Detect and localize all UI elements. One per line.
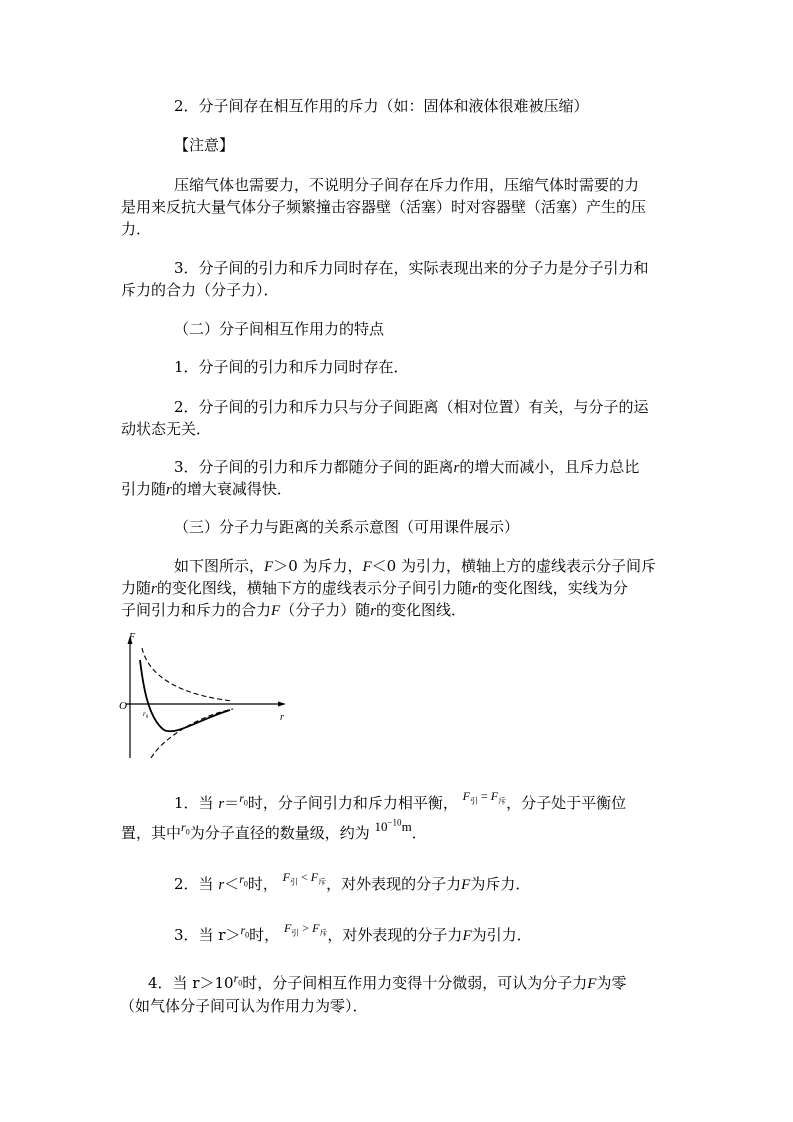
F-symbol: F xyxy=(490,789,499,803)
text-segment: 2．当 xyxy=(174,875,214,893)
less-than-sign: < xyxy=(301,870,308,884)
unit-meter: m xyxy=(401,819,412,834)
text-segment: ＜ xyxy=(224,875,240,893)
F-symbol: F xyxy=(462,789,470,803)
text-segment: 4．当 r＞10 xyxy=(148,974,234,992)
text-segment: 3．分子间的引力和斥力都随分子间的距离 xyxy=(174,458,454,476)
symbol-F: F xyxy=(461,877,471,893)
symbol-F: F xyxy=(264,559,274,575)
text-segment: ＜0 为引力，横轴上方的虚线表示分子间斥 xyxy=(371,557,656,575)
symbol-r: r xyxy=(151,581,157,597)
symbol-r: r xyxy=(218,877,225,893)
r0-base: r xyxy=(240,923,246,937)
r0-symbol xyxy=(239,872,248,889)
attraction-subscript: 引 xyxy=(470,796,478,806)
base-ten: 10 xyxy=(374,819,388,834)
text-segment: ，对外表现的分子力 xyxy=(326,875,462,893)
text-segment: ，分子处于平衡位 xyxy=(506,794,627,812)
r0-symbol xyxy=(239,791,248,808)
paragraph-coexist-line-1: 3．分子间的引力和斥力同时存在，实际表现出来的分子力是分子引力和 xyxy=(174,259,649,277)
attraction-subscript: 引 xyxy=(290,877,298,887)
r0-subscript: 0 xyxy=(145,715,149,720)
text-segment: 置，其中 xyxy=(121,824,182,842)
text-segment: 的变化图线，实线为分 xyxy=(477,579,628,597)
characteristic-2-line-2: 动状态无关． xyxy=(121,420,212,438)
note-heading: 【注意】 xyxy=(174,136,235,154)
paragraph-repulsion: 2．分子间存在相互作用的斥力（如：固体和液体很难被压缩） xyxy=(174,97,589,115)
note-text-line-3: 力． xyxy=(121,220,152,238)
inequality-formula xyxy=(283,921,328,938)
section-heading-diagram: （三）分子力与距离的关系示意图（可用课件展示） xyxy=(174,518,520,536)
repulsion-subscript: 斥 xyxy=(318,877,327,887)
r0-symbol xyxy=(181,820,190,837)
magnitude-formula xyxy=(374,819,411,834)
attraction-curve xyxy=(151,709,233,758)
paragraph-coexist-line-2: 斥力的合力（分子力）． xyxy=(121,281,279,299)
text-segment: 时， xyxy=(247,875,278,893)
symbol-r: r xyxy=(218,796,225,812)
section-heading-characteristics: （二）分子间相互作用力的特点 xyxy=(174,320,385,338)
y-axis-label: F xyxy=(129,632,136,643)
symbol-r: r xyxy=(453,460,460,476)
figure-description-line-3 xyxy=(121,599,466,622)
r0-base: r xyxy=(143,710,146,718)
r0-base: r xyxy=(233,971,239,985)
figure-description-line-2 xyxy=(121,577,628,600)
r0-subscript: 0 xyxy=(238,978,243,988)
characteristic-3-line-1 xyxy=(174,456,639,479)
symbol-r: r xyxy=(166,482,172,498)
text-segment: 的变化图线，横轴下方的虚线表示分子间引力随 xyxy=(156,579,472,597)
text-segment: 1．当 xyxy=(174,794,214,812)
text-segment: ＞0 为斥力， xyxy=(273,557,363,575)
case-4-line-1 xyxy=(148,972,626,995)
text-segment: 为零 xyxy=(596,974,627,992)
r0-subscript: 0 xyxy=(243,879,248,889)
r0-base: r xyxy=(181,820,186,834)
text-segment: 力随 xyxy=(121,579,152,597)
repulsion-subscript: 斥 xyxy=(319,928,328,938)
r0-subscript: 0 xyxy=(245,930,250,940)
characteristic-2-line-1: 2．分子间的引力和斥力只与分子间距离（相对位置）有关，与分子的运 xyxy=(174,398,649,416)
case-2 xyxy=(174,870,531,896)
repulsion-subscript: 斥 xyxy=(498,796,507,806)
F-symbol: F xyxy=(283,921,292,935)
symbol-r: r xyxy=(370,603,377,619)
net-force-curve xyxy=(140,660,230,731)
symbol-F: F xyxy=(462,928,472,944)
attraction-subscript: 引 xyxy=(291,928,300,938)
origin-label: O xyxy=(119,700,127,712)
F-symbol: F xyxy=(310,870,319,884)
F-symbol: F xyxy=(312,921,320,935)
case-1-line-2 xyxy=(121,817,427,845)
exponent: −10 xyxy=(387,817,402,828)
text-segment: ，对外表现的分子力 xyxy=(327,926,463,944)
text-segment: 3．当 r＞ xyxy=(174,926,241,944)
case-3 xyxy=(174,921,532,947)
text-segment: ． xyxy=(411,824,427,842)
r0-label xyxy=(143,710,149,720)
symbol-F: F xyxy=(587,976,597,992)
force-distance-diagram xyxy=(118,630,293,765)
r0-base: r xyxy=(239,872,244,886)
symbol-F: F xyxy=(271,603,281,619)
symbol-F: F xyxy=(362,559,372,575)
r0-symbol xyxy=(233,971,243,988)
note-text-line-1: 压缩气体也需要力，不说明分子间存在斥力作用，压缩气体时需要的力 xyxy=(174,176,640,194)
inequality-formula xyxy=(282,870,327,887)
F-symbol: F xyxy=(282,870,290,884)
text-segment: 时，分子间引力和斥力相平衡， xyxy=(247,794,458,812)
text-segment: 为斥力． xyxy=(470,875,531,893)
text-segment: 如下图所示， xyxy=(174,557,265,575)
r0-subscript: 0 xyxy=(243,798,248,808)
x-axis-label: r xyxy=(280,712,284,723)
text-segment: 的增大衰减得快． xyxy=(171,480,292,498)
text-segment: 的变化图线． xyxy=(376,601,467,619)
text-segment: （分子力）随 xyxy=(280,601,371,619)
text-segment: ＝ xyxy=(224,794,240,812)
r0-symbol xyxy=(240,923,250,940)
case-4-line-2: （如气体分子间可认为作用力为零）． xyxy=(120,997,368,1015)
symbol-r: r xyxy=(471,581,478,597)
equilibrium-formula xyxy=(462,789,507,806)
x-axis-arrow xyxy=(278,702,286,707)
greater-than-sign: > xyxy=(302,921,310,935)
text-segment: 时， xyxy=(249,926,280,944)
text-segment: 引力随 xyxy=(121,480,167,498)
note-text-line-2: 是用来反抗大量气体分子频繁撞击容器壁（活塞）时对容器壁（活塞）产生的压 xyxy=(121,198,647,216)
equals-sign: = xyxy=(481,789,488,803)
figure-description-line-1 xyxy=(174,555,656,578)
text-segment: 的增大而减小，且斥力总比 xyxy=(459,458,640,476)
characteristic-1: 1．分子间的引力和斥力同时存在． xyxy=(174,358,409,376)
r0-subscript: 0 xyxy=(185,827,190,837)
case-1-line-1 xyxy=(174,789,627,815)
r0-base: r xyxy=(239,791,244,805)
text-segment: 时，分子间相互作用力变得十分微弱，可认为分子力 xyxy=(242,974,588,992)
text-segment: 为引力． xyxy=(471,926,532,944)
text-segment: 为分子直径的数量级，约为 xyxy=(189,824,370,842)
characteristic-3-line-2 xyxy=(121,478,292,501)
repulsion-curve xyxy=(142,648,233,701)
text-segment: 子间引力和斥力的合力 xyxy=(121,601,272,619)
